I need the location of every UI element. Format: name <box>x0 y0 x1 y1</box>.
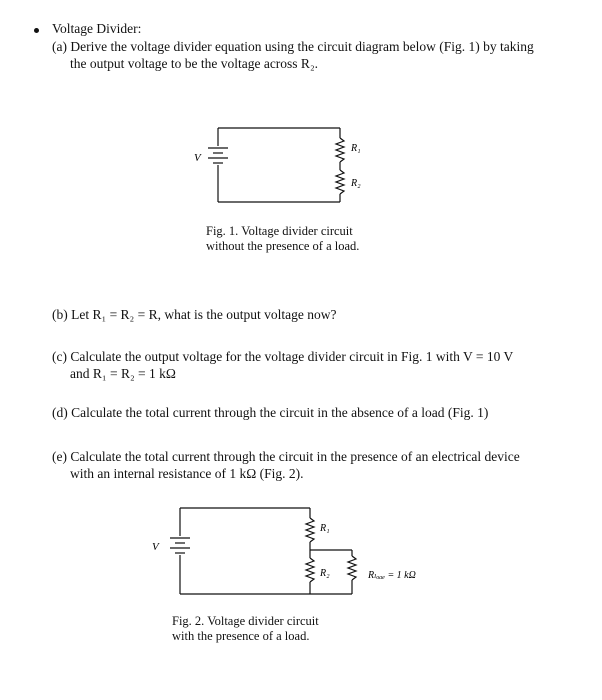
part-b-line1: (b) Let R₁ = R₂ = R, what is the output voltage now? <box>52 307 337 322</box>
part-c <box>52 348 513 382</box>
part-e-line2: with an internal resistance of 1 kΩ (Fig. 2). <box>70 466 304 481</box>
fig2-label-v: V <box>152 541 159 553</box>
part-a <box>52 38 534 72</box>
fig2-label-r2: R₂ <box>320 568 330 579</box>
fig1-label-v: V <box>194 152 201 164</box>
bullet-dot <box>34 28 39 33</box>
fig1-resistor-r2 <box>336 170 344 194</box>
part-d-line1: (d) Calculate the total current through the circuit in the absence of a load (Fig. 1) <box>52 405 489 420</box>
fig1-caption-line2: without the presence of a load. <box>206 239 360 253</box>
fig2-resistor-r1 <box>306 518 314 542</box>
fig1-caption <box>206 224 359 254</box>
fig2-resistor-r2 <box>306 558 314 582</box>
fig2-caption-line1: Fig. 2. Voltage divider circuit <box>172 614 319 628</box>
part-d <box>52 404 488 421</box>
fig2-label-rload: Rₗₒₐₑ = 1 kΩ <box>368 570 416 581</box>
part-c-line1: (c) Calculate the output voltage for the voltage divider circuit in Fig. 1 with V = 10 V <box>52 349 514 364</box>
fig2-resistor-rload <box>348 556 356 580</box>
fig2-label-r1: R₁ <box>320 523 330 534</box>
fig1-label-r2: R₂ <box>351 178 361 189</box>
fig1-circuit-diagram <box>190 118 390 218</box>
fig1-caption-line1: Fig. 1. Voltage divider circuit <box>206 224 353 238</box>
fig2-circuit-diagram <box>140 498 460 608</box>
fig1-resistor-r1 <box>336 138 344 162</box>
fig1-label-r1: R₁ <box>351 143 361 154</box>
part-a-line2: the output voltage to be the voltage across R₂. <box>70 56 319 71</box>
part-c-line2: and R₁ = R₂ = 1 kΩ <box>70 366 176 381</box>
part-e <box>52 448 520 482</box>
section-heading: Voltage Divider: <box>52 21 142 36</box>
fig2-caption-line2: with the presence of a load. <box>172 629 310 643</box>
fig2-caption <box>172 614 319 644</box>
part-b <box>52 306 336 323</box>
part-a-line1: (a) Derive the voltage divider equation using the circuit diagram below (Fig. 1) by taking <box>52 39 534 54</box>
part-e-line1: (e) Calculate the total current through the circuit in the presence of an electrical device <box>52 449 520 464</box>
